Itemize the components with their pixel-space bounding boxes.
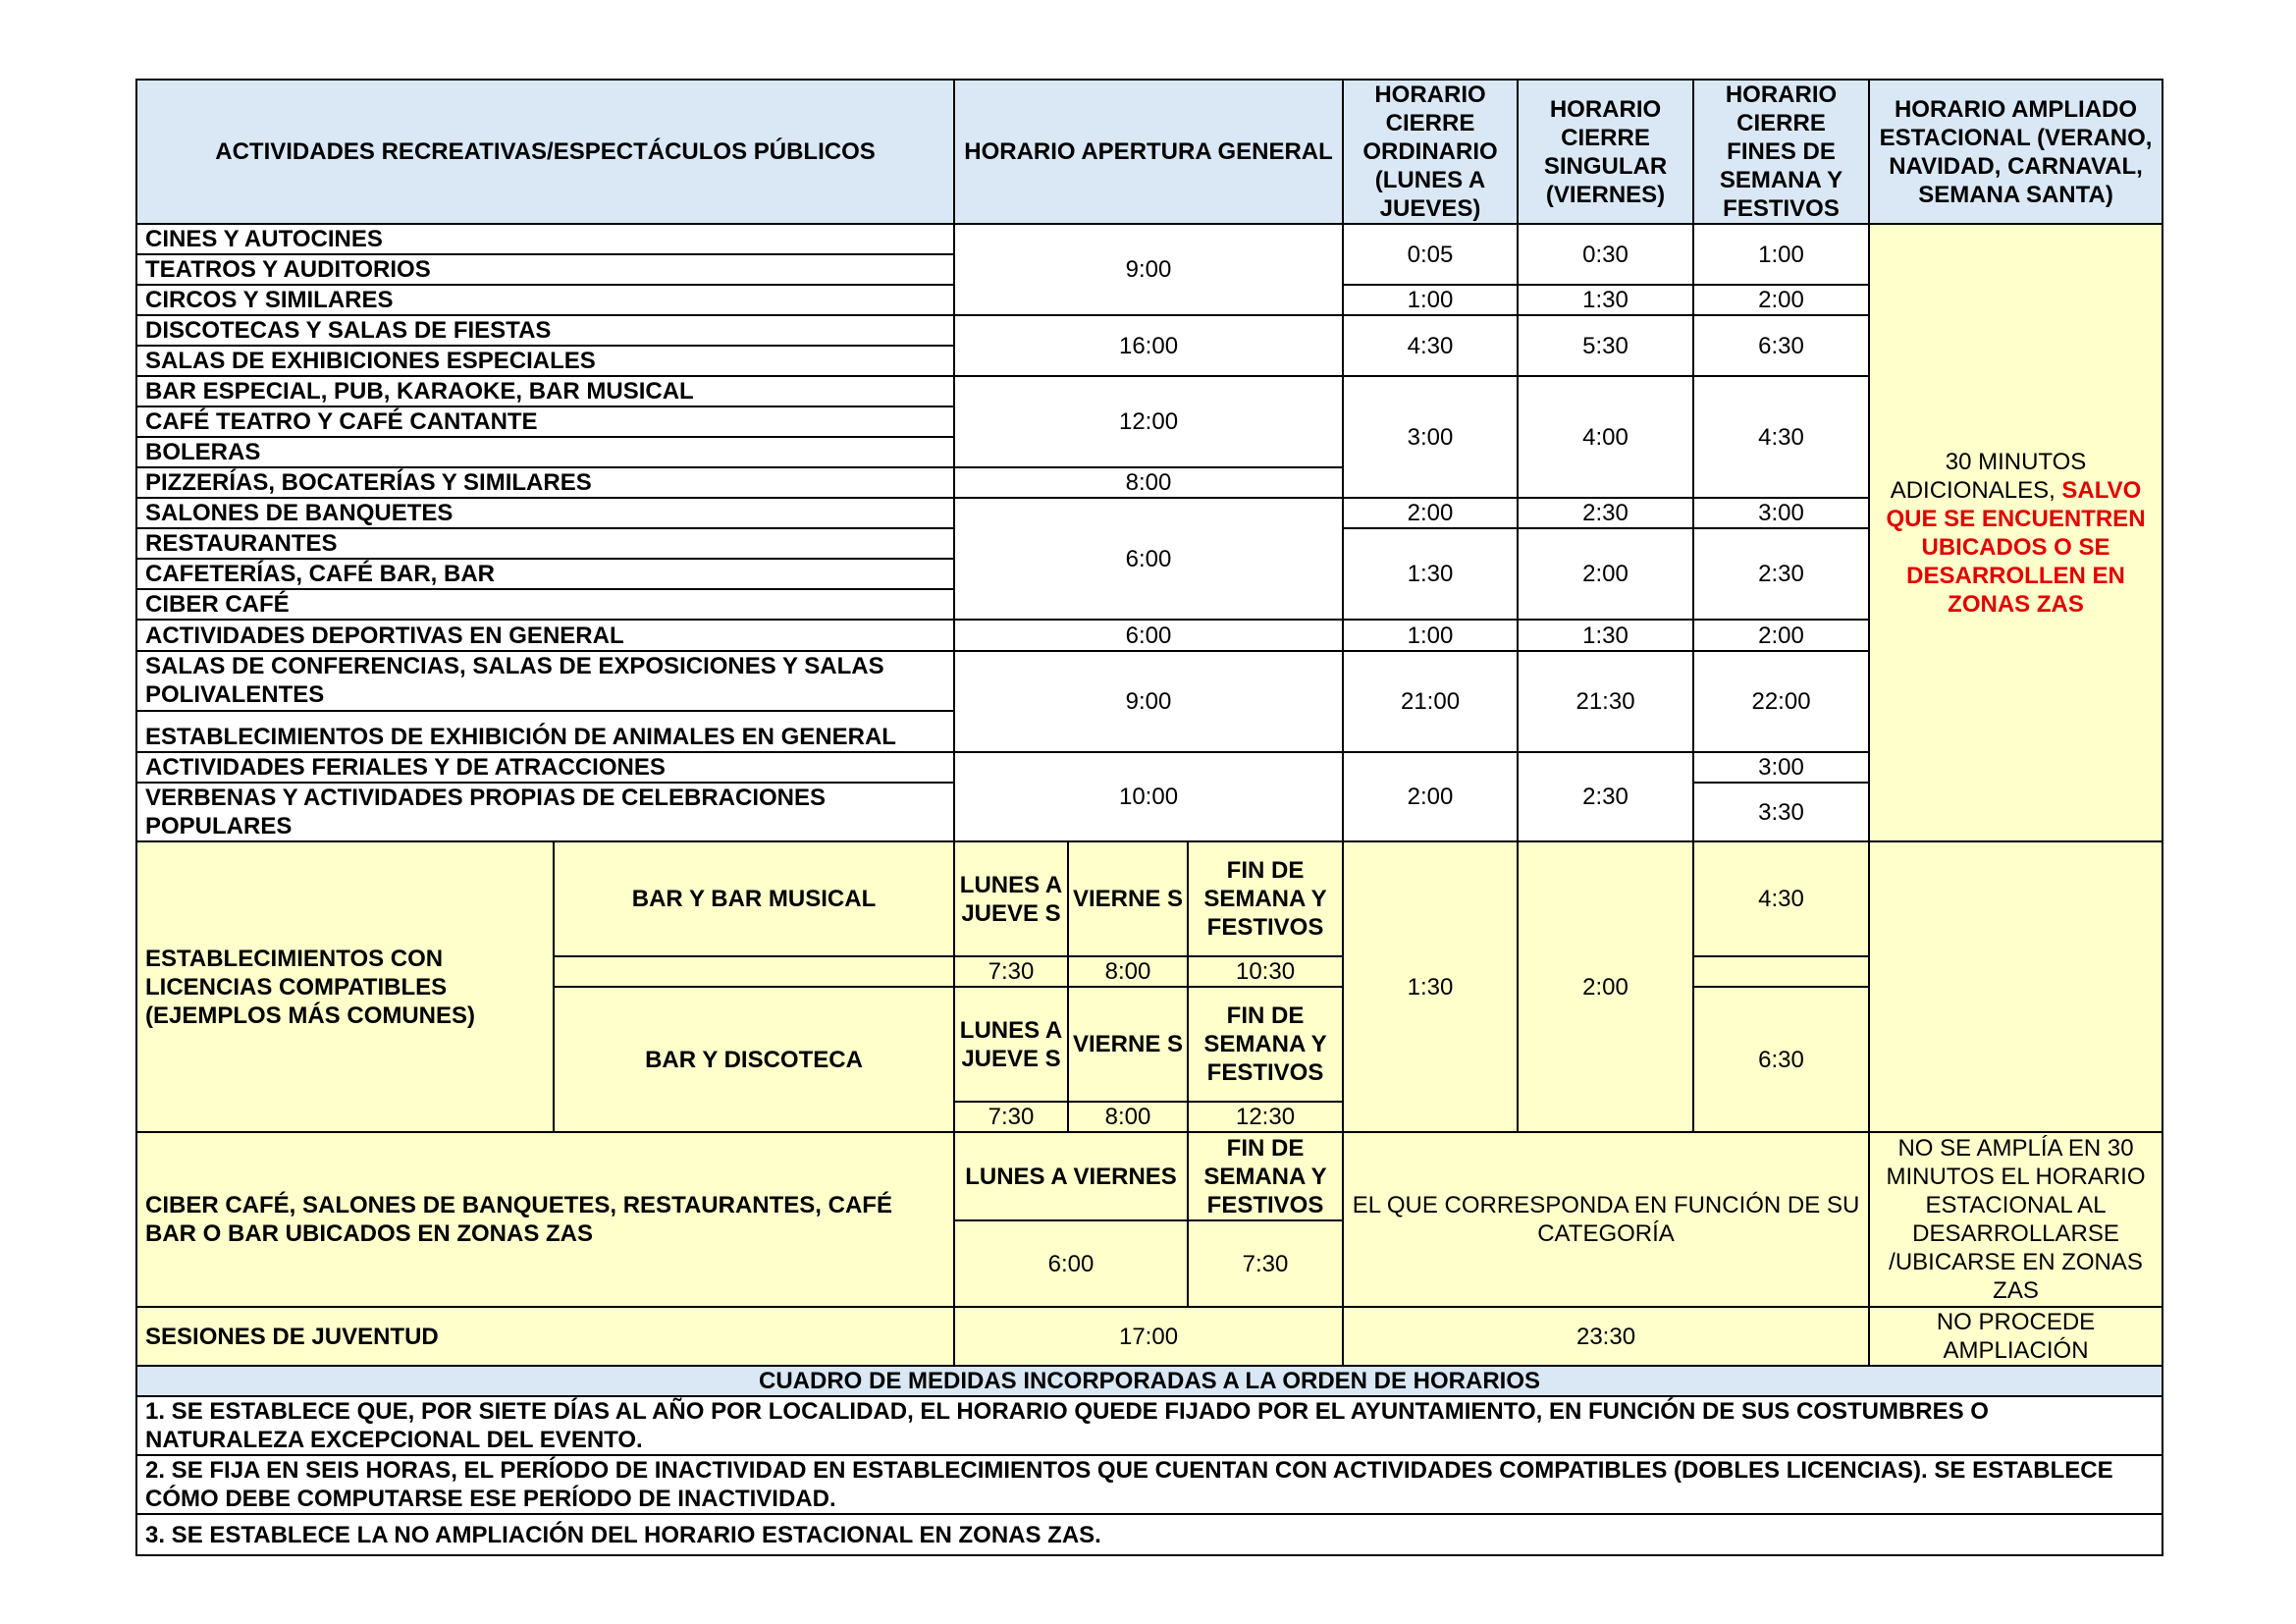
close-weekend-cell: 6:30 — [1693, 315, 1869, 376]
close-weekend-cell: 1:00 — [1693, 224, 1869, 285]
compatible-bm-lunes: 7:30 — [954, 956, 1068, 987]
row-discotecas: DISCOTECAS Y SALAS DE FIESTAS — [136, 315, 954, 346]
open-cell: 12:00 — [954, 376, 1343, 467]
measures-title: CUADRO DE MEDIDAS INCORPORADAS A LA ORDEN DE HORARIOS — [136, 1366, 2163, 1396]
zas-fin-header: FIN DE SEMANA Y FESTIVOS — [1188, 1132, 1343, 1220]
measure-item: 1. SE ESTABLECE QUE, POR SIETE DÍAS AL AÑO POR LOCALIDAD, EL HORARIO QUEDE FIJADO POR EL AYUNTAMIENTO, EN FUNCIÓN DE SUS COSTUMBRES O NATURALEZA EXCEPCIONAL DEL EVENTO. — [136, 1396, 2163, 1455]
close-ordinary-cell: 4:30 — [1343, 315, 1518, 376]
compatible-bd-viernes-header: VIERNE S — [1068, 987, 1188, 1102]
compatible-weekend-bm-spacer — [1693, 956, 1869, 987]
close-ordinary-cell: 0:05 — [1343, 224, 1518, 285]
close-weekend-cell: 2:00 — [1693, 620, 1869, 651]
close-ordinary-cell: 21:00 — [1343, 651, 1518, 752]
close-weekend-cell: 2:00 — [1693, 285, 1869, 315]
zas-lunes-header: LUNES A VIERNES — [954, 1132, 1188, 1220]
measure-item: 3. SE ESTABLECE LA NO AMPLIACIÓN DEL HORARIO ESTACIONAL EN ZONAS ZAS. — [136, 1514, 2163, 1555]
close-weekend-cell: 3:00 — [1693, 498, 1869, 528]
close-weekend-cell: 3:00 — [1693, 752, 1869, 783]
seasonal-note-normal: 30 MINUTOS ADICIONALES, — [1890, 448, 2087, 504]
compatible-close-weekend-bd: 6:30 — [1693, 987, 1869, 1132]
close-singular-cell: 2:00 — [1518, 528, 1693, 620]
close-ordinary-cell: 1:00 — [1343, 285, 1518, 315]
compatible-bd-fin-header: FIN DE SEMANA Y FESTIVOS — [1188, 987, 1343, 1102]
close-ordinary-cell: 1:00 — [1343, 620, 1518, 651]
close-weekend-cell: 3:30 — [1693, 783, 1869, 841]
close-weekend-cell: 2:30 — [1693, 528, 1869, 620]
compatible-bd-viernes: 8:00 — [1068, 1102, 1188, 1132]
zas-seasonal: NO SE AMPLÍA EN 30 MINUTOS EL HORARIO ESTACIONAL AL DESARROLLARSE /UBICARSE EN ZONAS ZAS — [1869, 1132, 2163, 1307]
close-weekend-cell: 4:30 — [1693, 376, 1869, 498]
open-cell: 8:00 — [954, 467, 1343, 498]
close-singular-cell: 21:30 — [1518, 651, 1693, 752]
header-close-weekend: HORARIO CIERRE FINES DE SEMANA Y FESTIVOS — [1693, 80, 1869, 224]
compatible-bar-musical: BAR Y BAR MUSICAL — [554, 841, 954, 956]
zas-title: CIBER CAFÉ, SALONES DE BANQUETES, RESTAURANTES, CAFÉ BAR O BAR UBICADOS EN ZONAS ZAS — [136, 1132, 954, 1307]
open-cell: 6:00 — [954, 620, 1343, 651]
header-activities: ACTIVIDADES RECREATIVAS/ESPECTÁCULOS PÚBLICOS — [136, 80, 954, 224]
close-singular-cell: 0:30 — [1518, 224, 1693, 285]
close-weekend-cell: 22:00 — [1693, 651, 1869, 752]
compatible-bar-discoteca: BAR Y DISCOTECA — [554, 987, 954, 1132]
compatible-bm-fin-header: FIN DE SEMANA Y FESTIVOS — [1188, 841, 1343, 956]
close-singular-cell: 2:30 — [1518, 752, 1693, 841]
compatible-bd-lunes-header: LUNES A JUEVE S — [954, 987, 1068, 1102]
close-singular-cell: 4:00 — [1518, 376, 1693, 498]
row-cafeterias: CAFETERÍAS, CAFÉ BAR, BAR — [136, 559, 954, 589]
open-cell: 9:00 — [954, 224, 1343, 315]
row-deportivas: ACTIVIDADES DEPORTIVAS EN GENERAL — [136, 620, 954, 651]
zas-lunes-time: 6:00 — [954, 1220, 1188, 1307]
row-ciber-cafe: CIBER CAFÉ — [136, 589, 954, 620]
open-cell: 6:00 — [954, 498, 1343, 620]
row-boleras: BOLERAS — [136, 437, 954, 467]
compatible-title: ESTABLECIMIENTOS CON LICENCIAS COMPATIBLES (EJEMPLOS MÁS COMUNES) — [136, 841, 554, 1132]
close-singular-cell: 1:30 — [1518, 285, 1693, 315]
close-ordinary-cell: 2:00 — [1343, 752, 1518, 841]
open-cell: 10:00 — [954, 752, 1343, 841]
row-feriales: ACTIVIDADES FERIALES Y DE ATRACCIONES — [136, 752, 954, 783]
row-verbenas: VERBENAS Y ACTIVIDADES PROPIAS DE CELEBRACIONES POPULARES — [136, 783, 954, 841]
youth-close: 23:30 — [1343, 1307, 1869, 1366]
row-salas-exhibiciones: SALAS DE EXHIBICIONES ESPECIALES — [136, 346, 954, 376]
zas-fin-time: 7:30 — [1188, 1220, 1343, 1307]
compatible-seasonal-empty — [1869, 841, 2163, 1132]
close-ordinary-cell: 1:30 — [1343, 528, 1518, 620]
close-singular-cell: 5:30 — [1518, 315, 1693, 376]
row-cafe-teatro: CAFÉ TEATRO Y CAFÉ CANTANTE — [136, 406, 954, 437]
row-animales: ESTABLECIMIENTOS DE EXHIBICIÓN DE ANIMALES EN GENERAL — [136, 711, 954, 752]
close-ordinary-cell: 2:00 — [1343, 498, 1518, 528]
row-bar-especial: BAR ESPECIAL, PUB, KARAOKE, BAR MUSICAL — [136, 376, 954, 406]
compatible-bm-viernes-header: VIERNE S — [1068, 841, 1188, 956]
zas-close: EL QUE CORRESPONDA EN FUNCIÓN DE SU CATEGORÍA — [1343, 1132, 1869, 1307]
row-circos: CIRCOS Y SIMILARES — [136, 285, 954, 315]
header-seasonal: HORARIO AMPLIADO ESTACIONAL (VERANO, NAVIDAD, CARNAVAL, SEMANA SANTA) — [1869, 80, 2163, 224]
row-teatros: TEATROS Y AUDITORIOS — [136, 254, 954, 285]
measure-item: 2. SE FIJA EN SEIS HORAS, EL PERÍODO DE INACTIVIDAD EN ESTABLECIMIENTOS QUE CUENTAN CON ACTIVIDADES COMPATIBLES (DOBLES LICENCIAS). SE ESTABLECE CÓMO DEBE COMPUTARSE ESE PERÍODO DE INACTIVIDAD. — [136, 1455, 2163, 1514]
row-salones-banquetes: SALONES DE BANQUETES — [136, 498, 954, 528]
header-opening: HORARIO APERTURA GENERAL — [954, 80, 1343, 224]
row-restaurantes: RESTAURANTES — [136, 528, 954, 559]
row-salas-conferencias: SALAS DE CONFERENCIAS, SALAS DE EXPOSICIONES Y SALAS POLIVALENTES — [136, 651, 954, 711]
schedule-table — [135, 79, 2163, 1556]
close-singular-cell: 1:30 — [1518, 620, 1693, 651]
row-cines: CINES Y AUTOCINES — [136, 224, 954, 254]
youth-title: SESIONES DE JUVENTUD — [136, 1307, 954, 1366]
seasonal-note-highlight: SALVO QUE SE ENCUENTREN UBICADOS O SE DESARROLLEN EN ZONAS ZAS — [1886, 476, 2146, 618]
youth-open: 17:00 — [954, 1307, 1343, 1366]
compatible-bd-lunes: 7:30 — [954, 1102, 1068, 1132]
compatible-bm-fin: 10:30 — [1188, 956, 1343, 987]
close-ordinary-cell: 3:00 — [1343, 376, 1518, 498]
compatible-close-singular: 2:00 — [1518, 841, 1693, 1132]
header-close-singular: HORARIO CIERRE SINGULAR (VIERNES) — [1518, 80, 1693, 224]
youth-seasonal: NO PROCEDE AMPLIACIÓN — [1869, 1307, 2163, 1366]
header-close-ordinary: HORARIO CIERRE ORDINARIO (LUNES A JUEVES) — [1343, 80, 1518, 224]
compatible-bm-lunes-header: LUNES A JUEVE S — [954, 841, 1068, 956]
compatible-close-ordinary: 1:30 — [1343, 841, 1518, 1132]
open-cell: 9:00 — [954, 651, 1343, 752]
close-singular-cell: 2:30 — [1518, 498, 1693, 528]
compatible-bd-fin: 12:30 — [1188, 1102, 1343, 1132]
compatible-bm-viernes: 8:00 — [1068, 956, 1188, 987]
row-pizzerias: PIZZERÍAS, BOCATERÍAS Y SIMILARES — [136, 467, 954, 498]
compatible-close-weekend-bm: 4:30 — [1693, 841, 1869, 956]
seasonal-note — [1869, 224, 2163, 841]
open-cell: 16:00 — [954, 315, 1343, 376]
compatible-bar-musical-spacer — [554, 956, 954, 987]
